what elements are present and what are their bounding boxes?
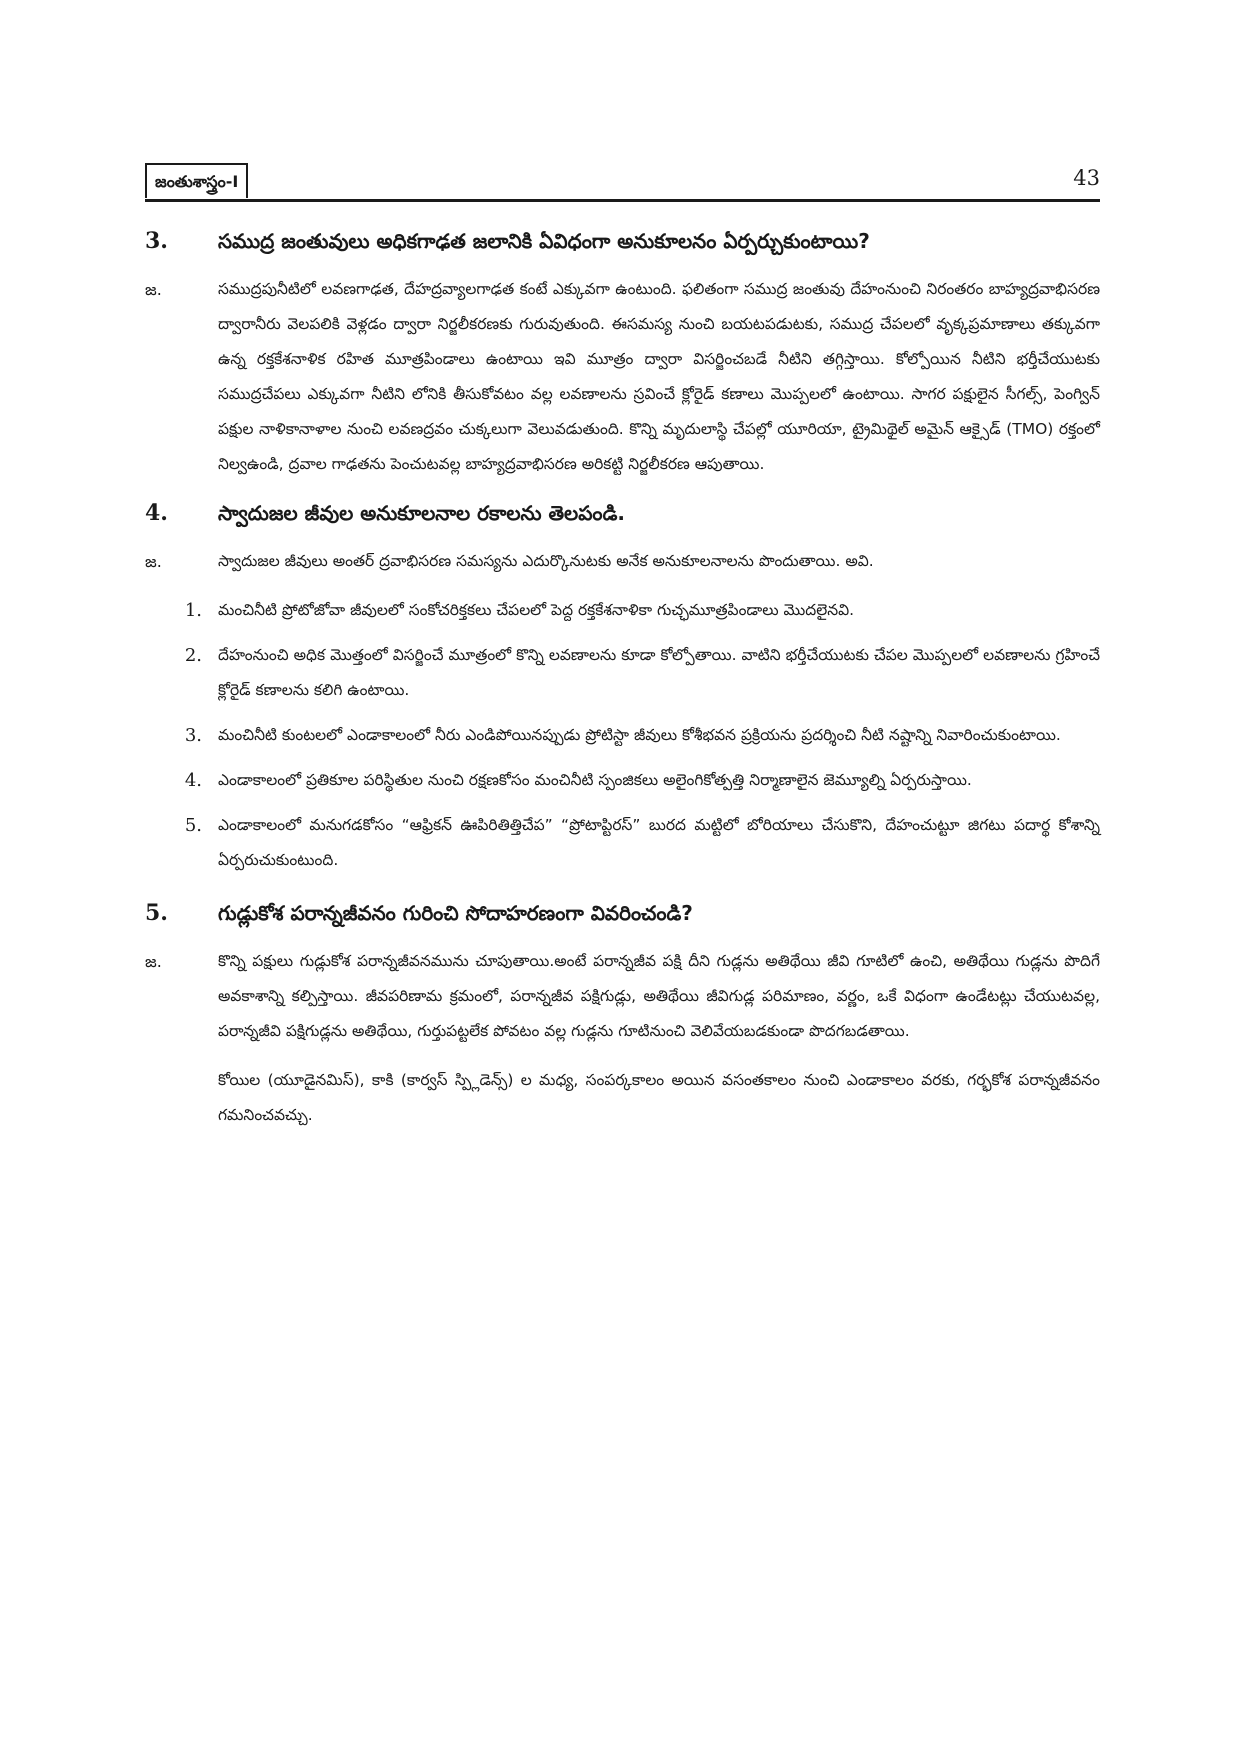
- list-item-text: ఎండాకాలంలో ప్రతికూల పరిస్థితుల నుంచి రక్షణకోసం మంచినీటి స్పంజికలు అలైంగికోత్పత్తి నిర్మాణాలైన జెమ్యూల్ని ఏర్పరుస్తాయి.: [218, 771, 972, 789]
- list-item-number: 3.: [184, 725, 202, 746]
- list-item: [145, 593, 1100, 628]
- answer-label: జ.: [145, 952, 162, 971]
- list-item-number: 4.: [184, 770, 202, 791]
- list-item: [145, 638, 1100, 708]
- question-text: స్వాదుజల జీవుల అనుకూలనాల రకాలను తెలపండి.: [218, 501, 625, 525]
- list-item-text: మంచినీటి ప్రోటోజోవా జీవులలో సంకోచరిక్తకలు చేపలలో పెద్ద రక్తకేశనాళికా గుచ్ఛమూత్రపిండాలు మొదలైనవి.: [218, 601, 855, 619]
- question-number: 4.: [145, 500, 168, 526]
- answer-extra-paragraph: కోయిల (యూడైనమిస్), కాకి (కార్వస్ స్ప్లిడెన్స్) ల మధ్య, సంపర్కకాలం అయిన వసంతకాలం నుంచి ఎండాకాలం వరకు, గర్భకోశ పరాన్నజీవనం గమనించవచ్చు.: [218, 1071, 1100, 1124]
- answer-text: సముద్రపునీటిలో లవణగాఢత, దేహద్రవ్యాలగాఢత కంటే ఎక్కువగా ఉంటుంది. ఫలితంగా సముద్ర జంతువు దేహంనుంచి నిరంతరం బాహ్యద్రవాభిసరణ ద్వారానీరు వెలపలికి వెళ్లడం ద్వారా నిర్జలీకరణకు గురువుతుంది. ఈసమస్య నుంచి బయటపడుటకు, సముద్ర చేపలలో వృక్కప్రమాణాలు తక్కువగా ఉన్న రక్తకేశనాళిక రహిత మూత్రపిండాలు ఉంటాయి ఇవి మూత్రం ద్వారా విసర్జించబడే నీటిని తగ్గిస్తాయి. కోల్పోయిన నీటిని భర్తీచేయుటకు సముద్రచేపలు ఎక్కువగా నీటిని లోనికి తీసుకోవటం వల్ల లవణాలను స్రవించే క్లోరైడ్ కణాలు మొప్పలలో ఉంటాయి. సాగర పక్షులైన సీగల్స్, పెంగ్విన్ పక్షుల నాళికానాళాల నుంచి లవణద్రవం చుక్కలుగా వెలువడుతుంది. కొన్ని మృదులాస్థి చేపల్లో యూరియా, ట్రైమిథైల్ అమైన్ ఆక్సైడ్ (TMO) రక్తంలో నిల్వఉండి, ద్రవాల గాఢతను పెంచుటవల్ల బాహ్యద్రవాభిసరణ అరికట్టి నిర్జలీకరణ ఆపుతాయి.: [218, 280, 1100, 473]
- answer-label: జ.: [145, 280, 162, 299]
- answer-label: జ.: [145, 552, 162, 571]
- list-item-text: దేహంనుంచి అధిక మొత్తంలో విసర్జించే మూత్రంలో కొన్ని లవణాలను కూడా కోల్పోతాయి. వాటిని భర్తీచేయుటకు చేపల మొప్పలలో లవణాలను గ్రహించే క్లోరైడ్ కణాలను కలిగి ఉంటాయి.: [218, 646, 1100, 699]
- textbook-page: [145, 163, 1100, 1133]
- answer-text: కొన్ని పక్షులు గుడ్లుకోశ పరాన్నజీవనమును చూపుతాయి.అంటే పరాన్నజీవ పక్షి దీని గుడ్లను అతిథేయి జీవి గూటిలో ఉంచి, అతిథేయి గుడ్లను పొదిగే అవకాశాన్ని కల్పిస్తాయి. జీవపరిణామ క్రమంలో, పరాన్నజీవ పక్షిగుడ్లు, అతిథేయి జీవిగుడ్ల పరిమాణం, వర్ణం, ఒకే విధంగా ఉండేటట్లు చేయుటవల్ల, పరాన్నజీవి పక్షిగుడ్లను అతిథేయి, గుర్తుపట్టలేక పోవటం వల్ల గుడ్లను గూటినుంచి వెలివేయబడకుండా పొదగబడతాయి.: [218, 952, 1100, 1040]
- question-number: 5.: [145, 900, 168, 926]
- answer-5: [145, 944, 1100, 1049]
- answer-text: స్వాదుజల జీవులు అంతర్ ద్రవాభిసరణ సమస్యను ఎదుర్కొనుటకు అనేక అనుకూలనాలను పొందుతాయి. అవి.: [218, 552, 874, 570]
- list-item: [145, 763, 1100, 798]
- list-item: [145, 718, 1100, 753]
- list-item-number: 1.: [184, 600, 202, 621]
- answer-4: [145, 544, 1100, 579]
- page-number: 43: [1073, 166, 1100, 190]
- question-4: [145, 496, 1100, 530]
- question-3: [145, 224, 1100, 258]
- question-text: సముద్ర జంతువులు అధికగాఢత జలానికి ఏవిధంగా అనుకూలనం ఏర్పర్చుకుంటాయి?: [218, 229, 870, 253]
- answer-3: [145, 272, 1100, 482]
- page-header: [145, 163, 1100, 202]
- list-item: [145, 808, 1100, 878]
- list-item-number: 2.: [184, 645, 202, 666]
- list-item-text: మంచినీటి కుంటలలో ఎండాకాలంలో నీరు ఎండిపోయినప్పుడు ప్రోటిస్టా జీవులు కోశీభవన ప్రక్రియను ప్రదర్శించి నీటి నష్టాన్ని నివారించుకుంటాయి.: [218, 726, 1061, 744]
- chapter-title: జంతుశాస్త్రం-I: [145, 163, 248, 198]
- question-text: గుడ్లుకోశ పరాన్నజీవనం గురించి సోదాహరణంగా వివరించండి?: [218, 901, 693, 925]
- question-number: 3.: [145, 228, 168, 254]
- list-item-number: 5.: [184, 815, 202, 836]
- adaptations-list: [145, 593, 1100, 878]
- list-item-text: ఎండాకాలంలో మనుగడకోసం “ఆఫ్రికన్ ఊపిరితిత్తిచేప” “ప్రోటాప్టిరస్” బురద మట్టిలో బోరియాలు చేసుకొని, దేహంచుట్టూ జిగటు పదార్థ కోశాన్ని ఏర్పరుచుకుంటుంది.: [218, 816, 1100, 869]
- question-5: [145, 896, 1100, 930]
- page-content: [145, 224, 1100, 1133]
